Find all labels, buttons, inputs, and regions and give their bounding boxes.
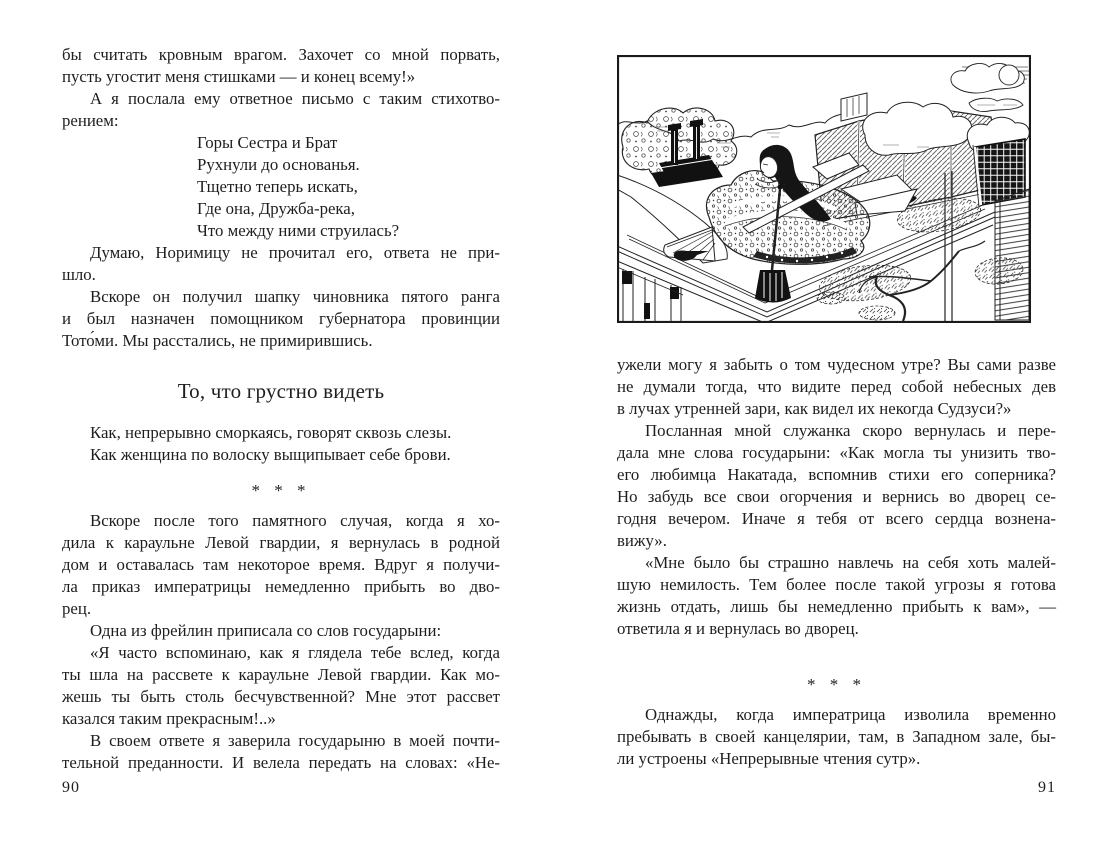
text-line: тельной преданности. И велела передать на словах: «Не-	[62, 753, 500, 772]
text-line: Как женщина по волоску выщипывает себе брови.	[90, 445, 451, 464]
paragraph	[62, 44, 500, 88]
text-line: годня вечером. Иначе я тебя от всего сердца вознена-	[617, 509, 1056, 528]
paragraph	[617, 552, 1056, 640]
paragraph	[62, 242, 500, 286]
paragraph	[617, 704, 1056, 770]
text-line: дила к караульне Левой гвардии, я вернулась в родной	[62, 533, 500, 552]
text-line: Вскоре он получил шапку чиновника пятого ранга	[90, 287, 500, 306]
paragraph	[62, 730, 500, 774]
book-illustration	[617, 55, 1031, 323]
text-line: его любимца Накатада, вспомнив стихи его соперника?	[617, 465, 1056, 484]
text-line: В своем ответе я заверила государыню в моей почти-	[90, 731, 500, 750]
text-line: ла приказ императрицы немедленно прибыть во дво-	[62, 577, 500, 596]
text-line: Посланная мной служанка скоро вернулась и пере-	[645, 421, 1056, 440]
text-line: рением:	[62, 111, 119, 130]
text-line: Как, непрерывно сморкаясь, говорят сквозь слезы.	[90, 423, 452, 442]
text-line: жешь ты быть столь бесчувственной? Мне этот рассвет	[62, 687, 500, 706]
paragraph	[62, 620, 500, 642]
text-line: казался таким прекрасным!..»	[62, 709, 276, 728]
page-number-right: 91	[1038, 779, 1056, 796]
paragraph	[62, 286, 500, 352]
text-line: А я послала ему ответное письмо с таким стихотво-	[90, 89, 500, 108]
text-line: Одна из фрейлин приписала со слов государыни:	[90, 621, 442, 640]
paragraph	[62, 444, 500, 466]
text-line: ответила я и вернулась во дворец.	[617, 619, 859, 638]
section-separator: * * *	[807, 675, 866, 694]
text-line: вижу».	[617, 531, 667, 550]
poem-line: Рухнули до основанья.	[197, 155, 360, 174]
section-separator: * * *	[251, 481, 311, 500]
poem	[197, 132, 500, 242]
paragraph	[62, 88, 500, 132]
text-line: Вскоре после того памятного случая, когда я хо-	[90, 511, 500, 530]
paragraph	[62, 642, 500, 730]
text-line: Тото́ми. Мы расстались, не примирившись.	[62, 331, 373, 350]
text-line: ли устроены «Непрерывные чтения сутр».	[617, 749, 921, 768]
text-line: рец.	[62, 599, 92, 618]
illustration-svg	[617, 55, 1031, 323]
poem-line: Что между ними струилась?	[197, 221, 400, 240]
text-line: «Мне было бы страшно навлечь на себя хоть малей-	[645, 553, 1056, 572]
text-line: Думаю, Норимицу не прочитал его, ответа не при-	[90, 243, 500, 262]
page-number-left: 90	[62, 779, 80, 796]
text-line: пусть угостит меня стишками — и конец всему!»	[62, 67, 416, 86]
right-page-text-column	[617, 354, 1056, 770]
text-line: и был назначен помощником губернатора провинции	[62, 309, 500, 328]
text-line: бы считать кровным врагом. Захочет со мной порвать,	[62, 45, 500, 64]
text-line: Но забудь все свои огорчения и вернись во дворец се-	[617, 487, 1056, 506]
paragraph	[62, 422, 500, 444]
text-line: ты шла на рассвете к караульне Левой гвардии. Как мо-	[62, 665, 500, 684]
paragraph	[617, 354, 1056, 420]
left-page-text-column	[62, 44, 500, 774]
poem-line: Тщетно теперь искать,	[197, 177, 358, 196]
text-line: дала мне слова государыни: «Как могла ты унизить тво-	[617, 443, 1056, 462]
poem-line: Горы Сестра и Брат	[197, 133, 338, 152]
slatted-wall	[995, 189, 1029, 320]
text-line: пребывать в своей канцелярии, там, в Западном зале, бы-	[617, 727, 1056, 746]
text-line: не думали тогда, что видите перед собой небесных дев	[617, 377, 1056, 396]
text-line: шую немилость. Тем более после такой угрозы я готова	[617, 575, 1056, 594]
text-line: в лучах утренней зари, как видел их некогда Судзуси?»	[617, 399, 1012, 418]
paragraph	[62, 510, 500, 620]
text-line: Однажды, когда императрица изволила временно	[645, 705, 1056, 724]
moon	[999, 65, 1019, 85]
paragraph	[617, 420, 1056, 552]
text-line: дом и оставалась там некоторое время. Вдруг я получи-	[62, 555, 500, 574]
text-line: ужели могу я забыть о том чудесном утре? Вы сами разве	[617, 355, 1056, 374]
text-line: «Я часто вспоминаю, как я глядела тебе вслед, когда	[90, 643, 500, 662]
section-heading: То, что грустно видеть	[177, 379, 385, 403]
text-line: шло.	[62, 265, 96, 284]
poem-line: Где она, Дружба-река,	[197, 199, 355, 218]
text-line: жизнь отдать, лишь бы немедленно прибыть к вам», —	[617, 597, 1056, 616]
